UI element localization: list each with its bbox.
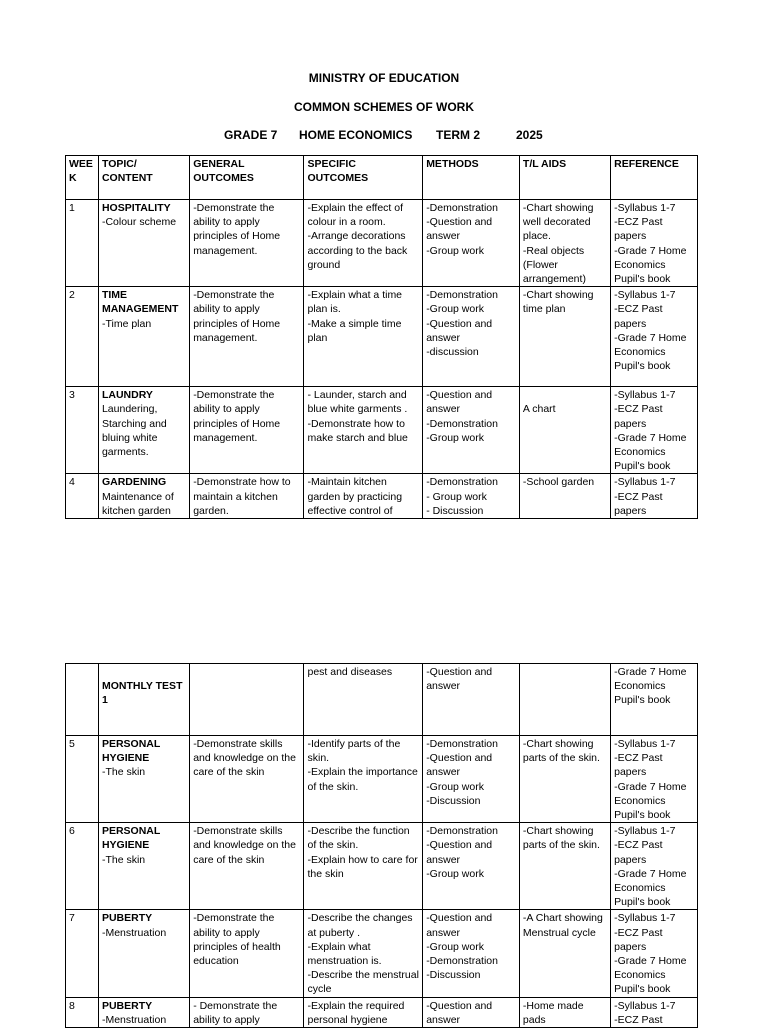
method-item: -Group work [426, 867, 484, 880]
reference-cell [611, 736, 698, 823]
method-item: -Group work [426, 780, 484, 793]
specific-outcome: -Describe the changes at puberty . [307, 912, 413, 939]
tl-aids-cell [519, 287, 610, 387]
method-item: -Demonstration [426, 417, 498, 430]
method-item: -discussion [426, 346, 479, 359]
table-row [66, 387, 698, 474]
method-item: -Question and answer [426, 317, 493, 344]
specific-outcomes-cell [304, 387, 423, 474]
specific-outcome: -Explain what a time plan is. [307, 289, 403, 316]
methods-cell [423, 910, 520, 997]
general-outcome-cell: -Demonstrate the ability to apply principles of health education [190, 910, 304, 997]
reference-item: -Grade 7 Home Economics Pupil's book [614, 431, 687, 473]
tl-aids-cell [519, 823, 610, 910]
header-general-outcomes: GENERAL OUTCOMES [190, 156, 304, 200]
header-topic: TOPIC/ CONTENT [98, 156, 189, 200]
specific-outcomes-cell [304, 287, 423, 387]
general-outcome-cell: -Demonstrate the ability to apply principles of Home management. [190, 387, 304, 474]
reference-item: -ECZ Past [614, 1013, 663, 1026]
reference-item: -ECZ Past papers [614, 403, 663, 430]
methods-cell [423, 664, 520, 736]
method-item: - Discussion [426, 504, 484, 517]
topic-heading: PUBERTY [101, 999, 153, 1012]
reference-cell [611, 823, 698, 910]
topic-content: -The skin [101, 766, 146, 779]
specific-outcome: -Arrange decorations according to the back ground [307, 230, 408, 271]
topic-cell [98, 736, 189, 823]
specific-outcomes-cell [304, 736, 423, 823]
general-outcome-cell: -Demonstrate how to maintain a kitchen garden. [190, 474, 304, 519]
method-item: -Question and answer [426, 752, 493, 779]
table-row [66, 736, 698, 823]
general-outcome-cell [190, 664, 304, 736]
method-item: -Demonstration [426, 202, 498, 214]
method-item: -Demonstration [426, 738, 498, 750]
method-item: -Group work [426, 244, 484, 257]
reference-item: -ECZ Past papers [614, 926, 663, 953]
method-item: -Demonstration [426, 955, 498, 968]
topic-cell [98, 474, 189, 519]
document-subtitle [0, 128, 768, 142]
specific-outcomes-cell [304, 664, 423, 736]
reference-item: -Syllabus 1-7 [614, 289, 676, 302]
topic-heading: TIME MANAGEMENT [101, 289, 179, 316]
header-methods: METHODS [423, 156, 520, 200]
week-cell: 8 [66, 997, 99, 1027]
topic-cell [98, 287, 189, 387]
week-cell [66, 664, 99, 736]
table-row [66, 200, 698, 287]
reference-item: -Grade 7 Home Economics Pupil's book [614, 780, 687, 822]
topic-heading: PERSONAL HYGIENE [101, 738, 161, 765]
method-item: -Discussion [426, 794, 481, 807]
methods-cell [423, 200, 520, 287]
tl-aid-item: -Chart showing parts of the skin. [522, 825, 600, 852]
reference-cell [611, 997, 698, 1027]
reference-item: -Grade 7 Home Economics Pupil's book [614, 955, 687, 996]
grade-label: GRADE 7 [224, 128, 278, 142]
topic-content: -Menstruation [101, 1013, 167, 1026]
tl-aids-cell [519, 910, 610, 997]
reference-item: -Syllabus 1-7 [614, 202, 676, 214]
specific-outcome: pest and diseases [307, 666, 393, 678]
reference-item: -Grade 7 Home Economics Pupil's book [614, 867, 687, 909]
year-label: 2025 [516, 128, 543, 142]
scheme-table-page-2 [65, 663, 698, 1028]
topic-heading: PUBERTY [101, 912, 153, 925]
topic-cell [98, 910, 189, 997]
reference-cell [611, 387, 698, 474]
specific-outcomes-cell [304, 823, 423, 910]
header-week: WEEK [66, 156, 99, 200]
methods-cell [423, 287, 520, 387]
method-item: -Demonstration [426, 825, 498, 838]
tl-aids-cell [519, 736, 610, 823]
week-cell: 7 [66, 910, 99, 997]
specific-outcomes-cell [304, 997, 423, 1027]
tl-aids-cell [519, 474, 610, 519]
method-item: -Demonstration [426, 476, 498, 489]
specific-outcomes-cell [304, 200, 423, 287]
reference-item: -ECZ Past papers [614, 752, 663, 779]
specific-outcome: -Identify parts of the skin. [307, 738, 401, 765]
week-cell: 5 [66, 736, 99, 823]
specific-outcomes-cell [304, 910, 423, 997]
topic-heading: LAUNDRY [101, 389, 153, 402]
tl-aid-item: -Chart showing time plan [522, 289, 594, 316]
week-cell: 2 [66, 287, 99, 387]
method-item: -Demonstration [426, 289, 498, 302]
topic-content: Maintenance of kitchen garden [101, 490, 174, 517]
tl-aid-item [523, 388, 607, 402]
methods-cell [423, 823, 520, 910]
topic-cell [98, 997, 189, 1027]
topic-heading: MONTHLY TEST 1 [101, 680, 183, 707]
tl-aid-item: -Real objects (Flower arrangement) [522, 244, 586, 286]
reference-item: -Syllabus 1-7 [614, 912, 676, 925]
methods-cell [423, 997, 520, 1027]
topic-cell [98, 823, 189, 910]
methods-cell [423, 474, 520, 519]
table-row [66, 474, 698, 519]
specific-outcome: -Explain how to care for the skin [307, 853, 418, 880]
tl-aid-item: -A Chart showing Menstrual cycle [522, 912, 603, 939]
term-label: TERM 2 [436, 128, 481, 142]
reference-item: -Syllabus 1-7 [614, 389, 676, 402]
topic-heading: PERSONAL HYGIENE [101, 825, 161, 852]
reference-item: -Syllabus 1-7 [614, 825, 676, 838]
specific-outcome: -Explain what menstruation is. [307, 940, 382, 968]
general-outcome-cell: -Demonstrate skills and knowledge on the care of the skin [190, 823, 304, 910]
topic-spacer [102, 665, 186, 679]
topic-content: -Menstruation [101, 926, 167, 939]
reference-item: -ECZ Past papers [614, 216, 663, 243]
method-item: -Question and answer [426, 389, 493, 416]
topic-cell [98, 387, 189, 474]
reference-item: -ECZ Past papers [614, 490, 663, 517]
reference-item: -Syllabus 1-7 [614, 999, 676, 1012]
reference-item: -Grade 7 Home Economics Pupil's book [614, 331, 687, 373]
methods-cell [423, 736, 520, 823]
tl-aid-item: -Chart showing well decorated place. [522, 202, 594, 243]
method-item: -Question and answer [426, 666, 493, 693]
topic-cell [98, 664, 189, 736]
week-cell: 3 [66, 387, 99, 474]
method-item: -Question and answer [426, 216, 493, 243]
method-item: -Discussion [426, 969, 481, 982]
ministry-title: MINISTRY OF EDUCATION [308, 71, 460, 85]
tl-aids-cell [519, 997, 610, 1027]
specific-outcomes-cell [304, 474, 423, 519]
tl-aid-item: -Home made pads [522, 999, 584, 1026]
topic-content: Laundering, Starching and bluing white garments. [101, 403, 167, 459]
tl-aids-cell [519, 200, 610, 287]
header-specific-outcomes: SPECIFIC OUTCOMES [304, 156, 423, 200]
reference-cell [611, 910, 698, 997]
topic-content: -Colour scheme [101, 216, 177, 229]
method-item: -Group work [426, 303, 484, 316]
method-item: -Group work [426, 940, 484, 953]
subject-label: HOME ECONOMICS [299, 128, 413, 142]
specific-outcome: -Explain the required personal hygiene [307, 999, 405, 1026]
general-outcome-cell: -Demonstrate skills and knowledge on the care of the skin [190, 736, 304, 823]
specific-outcome: -Describe the function of the skin. [307, 825, 410, 852]
specific-outcome: -Demonstrate how to make starch and blue [307, 417, 408, 444]
header-reference: REFERENCE [611, 156, 698, 200]
reference-cell [611, 287, 698, 387]
general-outcome-cell: -Demonstrate the ability to apply principles of Home management. [190, 200, 304, 287]
table-row [66, 823, 698, 910]
general-outcome-cell: -Demonstrate the ability to apply principles of Home management. [190, 287, 304, 387]
method-item: -Question and answer [426, 839, 493, 866]
week-cell: 4 [66, 474, 99, 519]
methods-cell [423, 387, 520, 474]
tl-aid-item: A chart [522, 403, 556, 416]
table-row [66, 997, 698, 1027]
topic-heading: HOSPITALITY [101, 202, 171, 214]
reference-item: -Syllabus 1-7 [614, 738, 676, 750]
table-row [66, 664, 698, 736]
topic-cell [98, 200, 189, 287]
reference-cell [611, 200, 698, 287]
method-item: -Group work [426, 431, 484, 444]
document-title: COMMON SCHEMES OF WORK [294, 100, 474, 114]
tl-aid-item: -School garden [522, 476, 595, 489]
specific-outcome: -Describe the menstrual cycle [307, 969, 419, 996]
reference-cell [611, 474, 698, 519]
method-item: -Question and answer [426, 912, 493, 939]
reference-item: -ECZ Past papers [614, 839, 663, 866]
reference-item: -Grade 7 Home Economics Pupil's book [614, 244, 687, 286]
header-row [66, 156, 698, 200]
topic-content: -Time plan [101, 317, 152, 330]
specific-outcome: -Maintain kitchen garden by practicing effective control of [307, 476, 403, 517]
general-outcome-cell: - Demonstrate the ability to apply [190, 997, 304, 1027]
specific-outcome: -Make a simple time plan [307, 317, 402, 344]
header-tl-aids: T/L AIDS [519, 156, 610, 200]
topic-content: -The skin [101, 853, 146, 866]
week-cell: 6 [66, 823, 99, 910]
reference-item: -Syllabus 1-7 [614, 476, 676, 489]
method-item: - Group work [426, 490, 487, 503]
tl-aid-item: -Chart showing parts of the skin. [522, 738, 600, 765]
specific-outcome: -Explain the importance of the skin. [307, 766, 418, 793]
table-row [66, 287, 698, 387]
table-row [66, 910, 698, 997]
week-cell: 1 [66, 200, 99, 287]
specific-outcome: - Launder, starch and blue white garments . [307, 389, 408, 416]
reference-item: -Grade 7 Home Economics Pupil's book [614, 666, 687, 707]
tl-aids-cell [519, 387, 610, 474]
topic-heading: GARDENING [101, 476, 167, 489]
scheme-table-page-1 [65, 155, 698, 519]
reference-item: -ECZ Past papers [614, 303, 663, 330]
specific-outcome: -Explain the effect of colour in a room. [307, 202, 404, 229]
reference-cell [611, 664, 698, 736]
tl-aids-cell [519, 664, 610, 736]
method-item: -Question and answer [426, 999, 493, 1026]
